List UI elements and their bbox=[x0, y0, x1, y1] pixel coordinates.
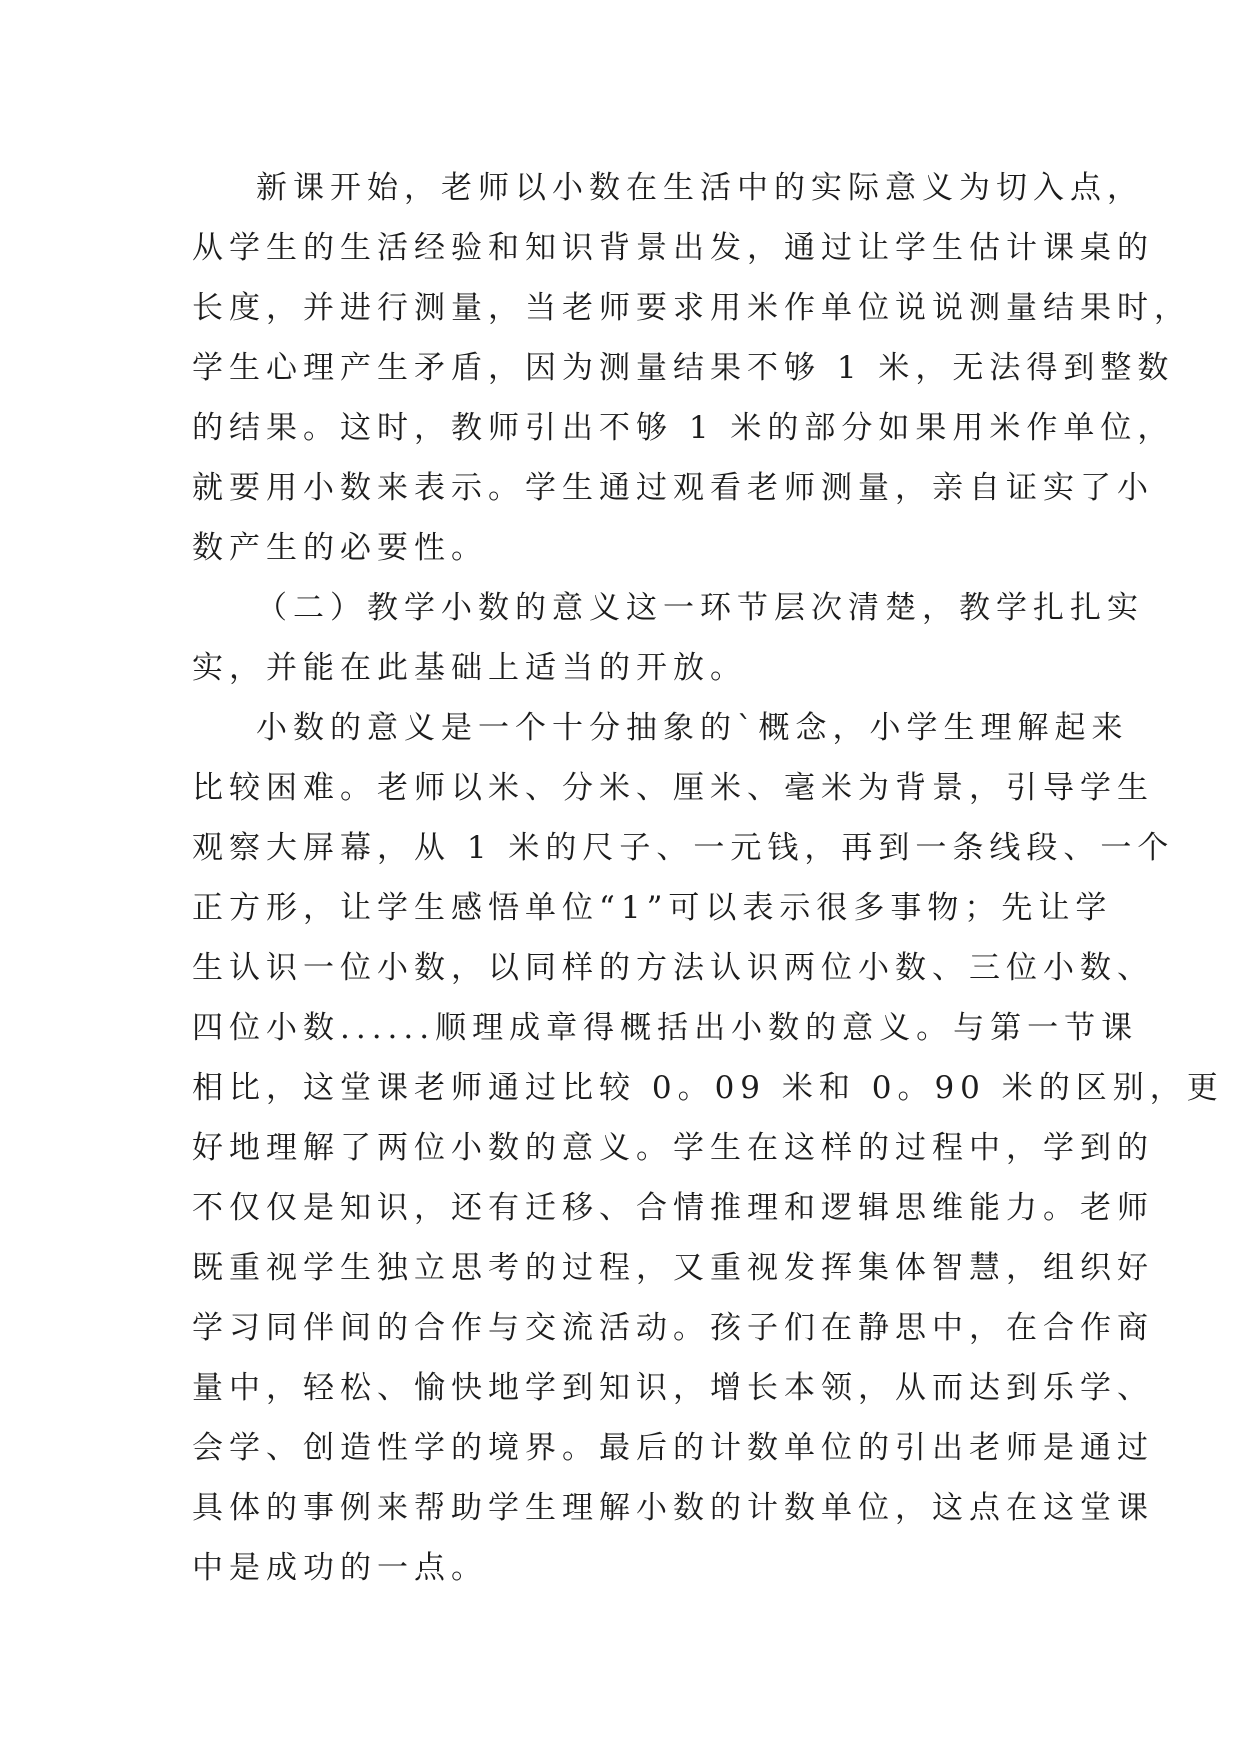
paragraph-1 bbox=[192, 158, 1191, 578]
text-line: 观察大屏幕，从 1 米的尺子、一元钱，再到一条线段、一个 bbox=[192, 830, 1175, 866]
text-line: 中是成功的一点。 bbox=[192, 1550, 488, 1586]
text-line: 从学生的生活经验和知识背景出发，通过让学生估计课桌的 bbox=[192, 230, 1154, 266]
text-line: 不仅仅是知识，还有迁移、合情推理和逻辑思维能力。老师 bbox=[192, 1190, 1154, 1226]
paragraph-2 bbox=[192, 578, 1144, 698]
text-line: 的结果。这时，教师引出不够 1 米的部分如果用米作单位， bbox=[192, 410, 1175, 446]
text-line: 生认识一位小数，以同样的方法认识两位小数、三位小数、 bbox=[192, 950, 1154, 986]
text-line: 学生心理产生矛盾，因为测量结果不够 1 米，无法得到整数 bbox=[192, 350, 1175, 386]
paragraph-3 bbox=[192, 698, 1224, 1598]
body-text bbox=[192, 158, 1224, 1598]
text-line: 具体的事例来帮助学生理解小数的计数单位，这点在这堂课 bbox=[192, 1490, 1154, 1526]
text-line: 相比，这堂课老师通过比较 0。09 米和 0。90 米的区别，更 bbox=[192, 1070, 1224, 1106]
text-line: 会学、创造性学的境界。最后的计数单位的引出老师是通过 bbox=[192, 1430, 1154, 1466]
text-line: 长度，并进行测量，当老师要求用米作单位说说测量结果时， bbox=[192, 290, 1191, 326]
text-line: （二）教学小数的意义这一环节层次清楚，教学扎扎实 bbox=[256, 590, 1144, 626]
text-line: 比较困难。老师以米、分米、厘米、毫米为背景，引导学生 bbox=[192, 770, 1154, 806]
text-line: 四位小数......顺理成章得概括出小数的意义。与第一节课 bbox=[192, 1010, 1139, 1046]
text-line: 数产生的必要性。 bbox=[192, 530, 488, 566]
text-line: 量中，轻松、愉快地学到知识，增长本领，从而达到乐学、 bbox=[192, 1370, 1154, 1406]
text-line: 正方形，让学生感悟单位“1”可以表示很多事物；先让学 bbox=[192, 890, 1113, 926]
text-line: 实，并能在此基础上适当的开放。 bbox=[192, 650, 747, 686]
text-line: 小数的意义是一个十分抽象的`概念，小学生理解起来 bbox=[256, 710, 1129, 746]
text-line: 既重视学生独立思考的过程，又重视发挥集体智慧，组织好 bbox=[192, 1250, 1154, 1286]
text-line: 好地理解了两位小数的意义。学生在这样的过程中，学到的 bbox=[192, 1130, 1154, 1166]
text-line: 学习同伴间的合作与交流活动。孩子们在静思中，在合作商 bbox=[192, 1310, 1154, 1346]
text-line: 就要用小数来表示。学生通过观看老师测量，亲自证实了小 bbox=[192, 470, 1154, 506]
text-line: 新课开始，老师以小数在生活中的实际意义为切入点， bbox=[256, 170, 1144, 206]
